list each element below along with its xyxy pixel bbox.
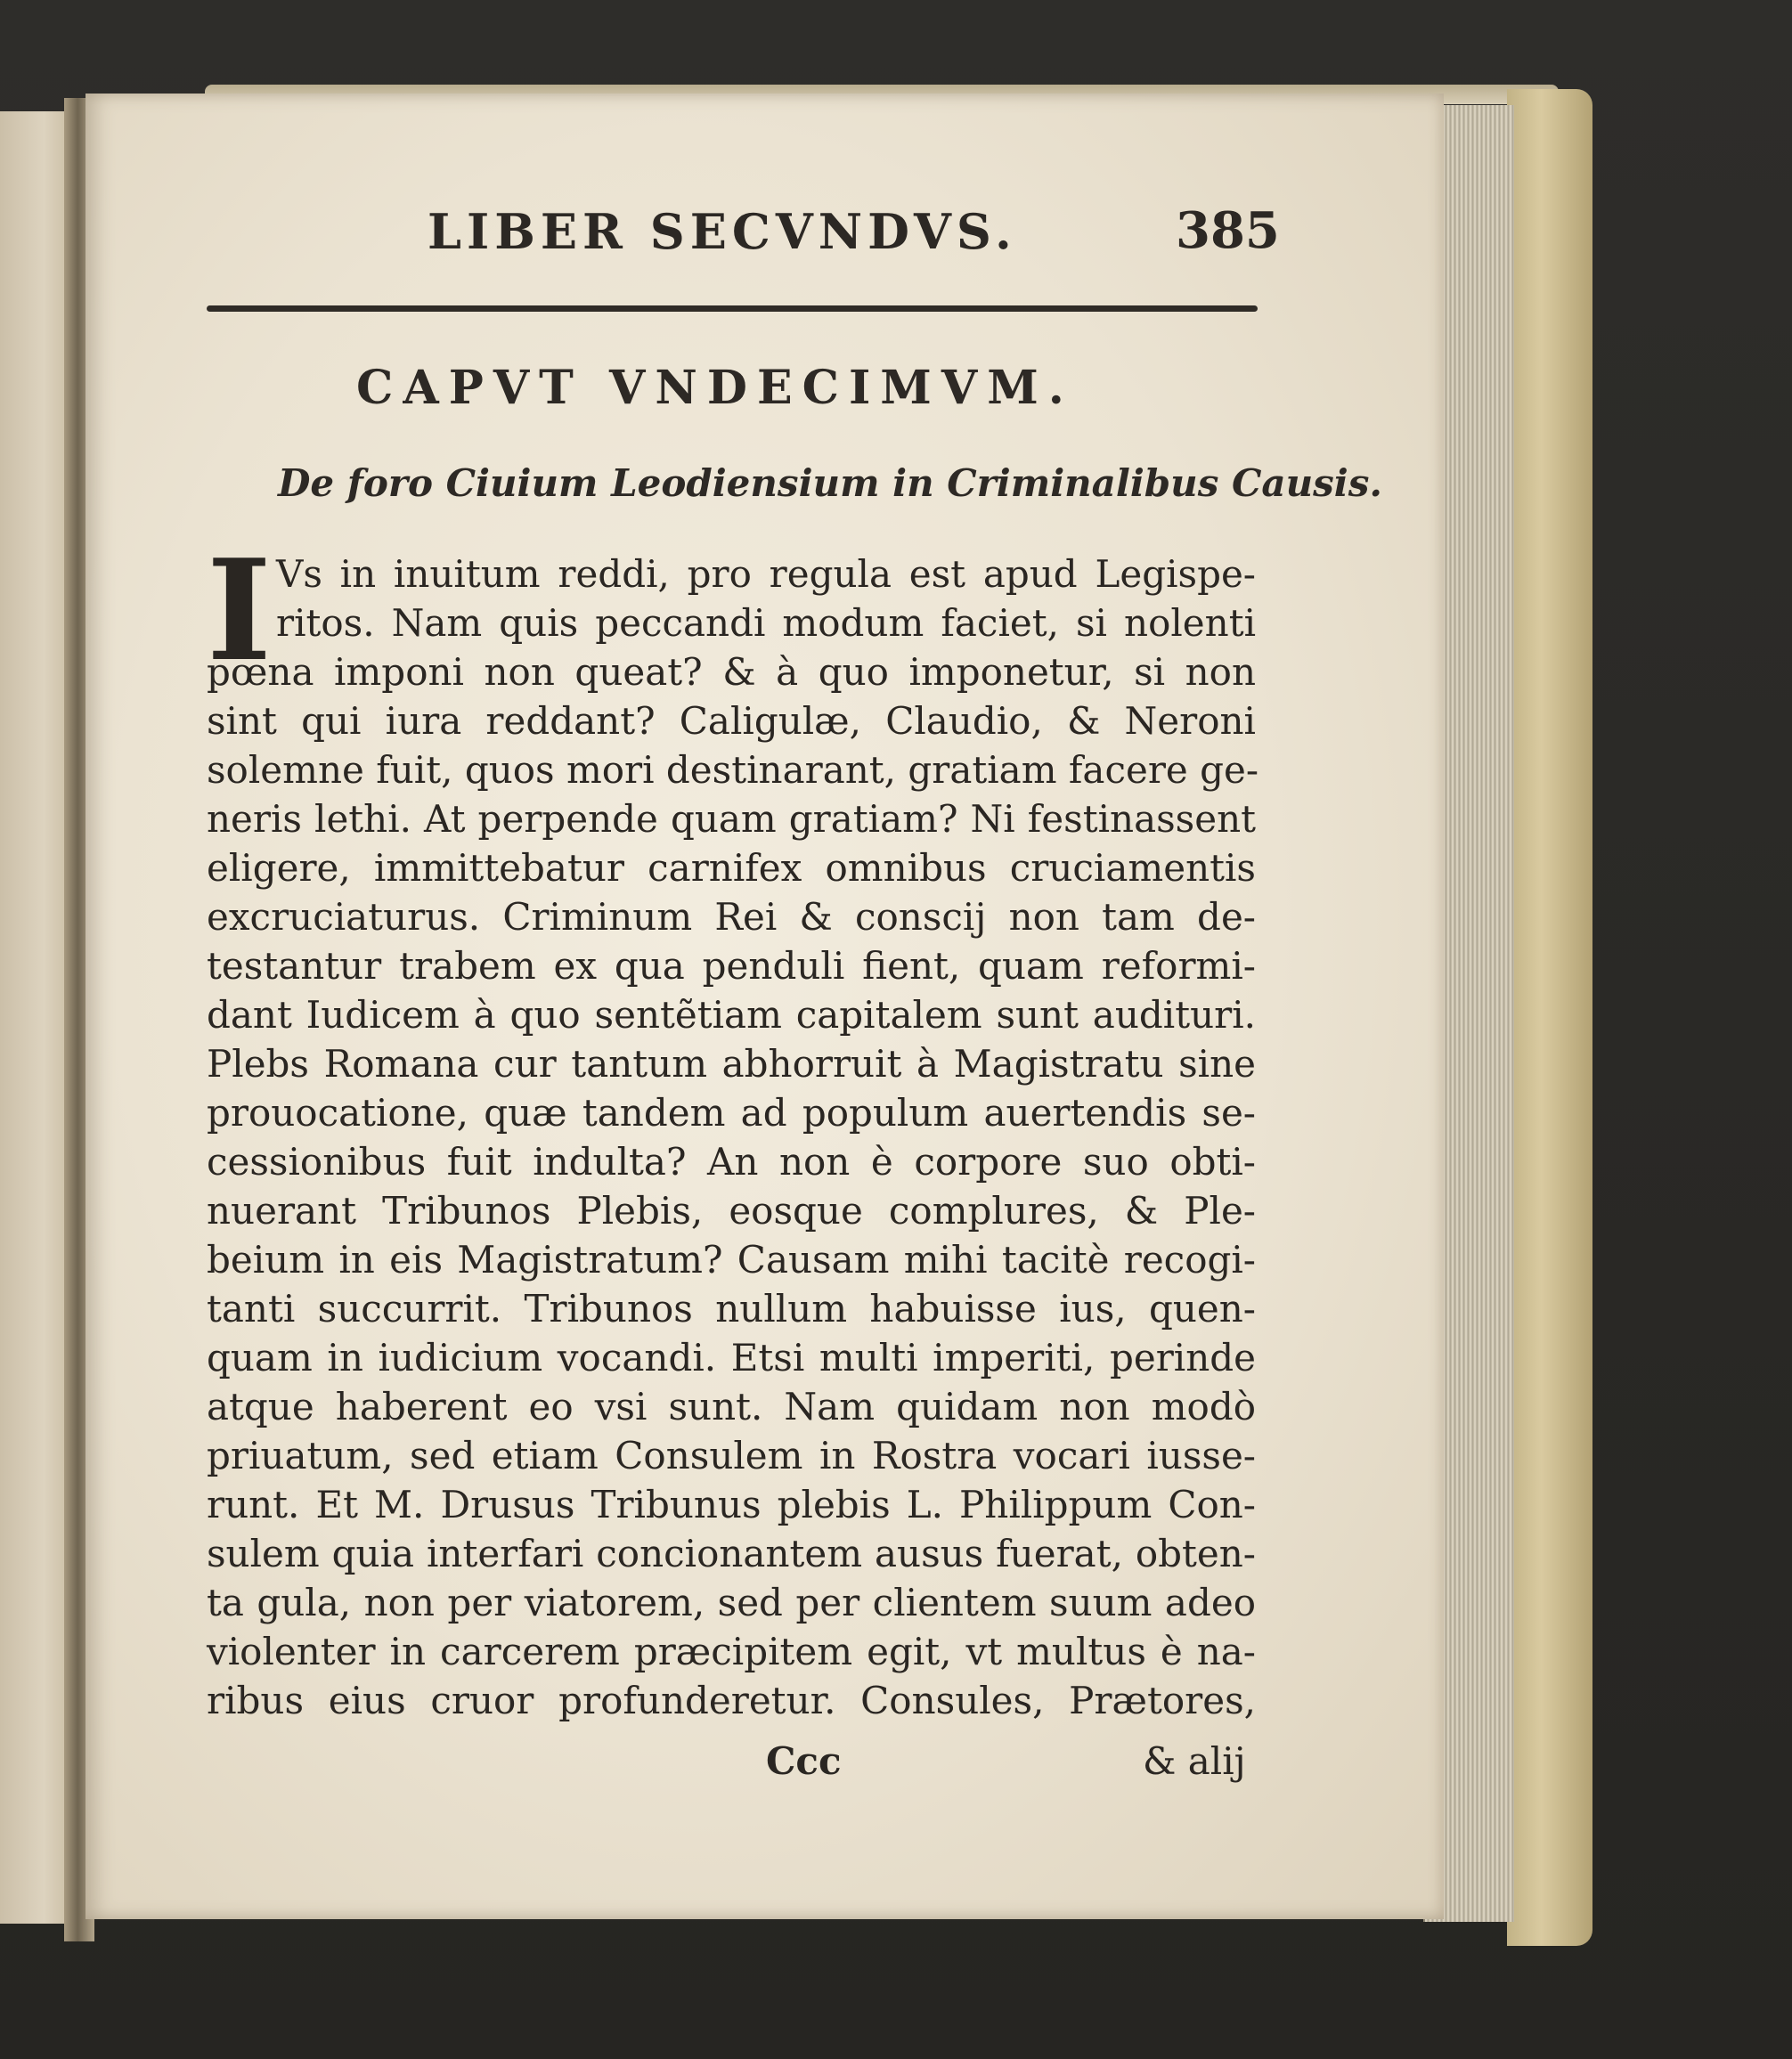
body-line: cessionibus fuit indulta? An non è corpore suo obti-	[207, 1140, 1256, 1184]
body-line: solemne fuit, quos mori destinarant, gratiam facere ge-	[207, 748, 1259, 792]
body-line: violenter in carcerem præcipitem egit, vt multus è na-	[207, 1630, 1256, 1673]
body-line: Plebs Romana cur tantum abhorruit à Magistratu sine	[207, 1042, 1256, 1086]
body-line: excruciaturus. Criminum Rei & conscij non tam de-	[207, 895, 1256, 939]
body-line: ritos. Nam quis peccandi modum faciet, si nolenti	[276, 601, 1256, 645]
body-line: dant Iudicem à quo sentẽtiam capitalem sunt audituri.	[207, 993, 1256, 1037]
catchword: & alij	[1143, 1739, 1246, 1783]
body-line: eligere, immittebatur carnifex omnibus cruciamentis	[207, 846, 1256, 890]
body-line: beium in eis Magistratum? Causam mihi tacitè recogi-	[207, 1238, 1256, 1282]
body-line: ta gula, non per viatorem, sed per clientem suum adeo	[207, 1581, 1256, 1624]
body-line: quam in iudicium vocandi. Etsi multi imperiti, perinde	[207, 1336, 1256, 1379]
body-line: sulem quia interfari concionantem ausus fuerat, obten-	[207, 1532, 1256, 1575]
chapter-subtitle: De foro Ciuium Leodiensium in Criminalibus Causis.	[278, 461, 1383, 505]
body-line: priuatum, sed etiam Consulem in Rostra vocari iusse-	[207, 1434, 1256, 1477]
body-line: tanti succurrit. Tribunos nullum habuisse ius, quen-	[207, 1287, 1256, 1331]
body-line: nuerant Tribunos Plebis, eosque complures, & Ple-	[207, 1189, 1256, 1233]
drop-cap: I	[207, 529, 272, 692]
header-rule	[207, 305, 1258, 312]
body-line: atque haberent eo vsi sunt. Nam quidam non modò	[207, 1385, 1256, 1428]
body-line: neris lethi. At perpende quam gratiam? Ni festinassent	[207, 797, 1256, 841]
page-number: 385	[1176, 201, 1280, 260]
running-head: LIBER SECVNDVS.	[428, 203, 1017, 260]
body-line: prouocatione, quæ tandem ad populum auertendis se-	[207, 1091, 1256, 1135]
body-line: ribus eius cruor profunderetur. Consules, Prætores,	[207, 1679, 1256, 1722]
body-line: Vs in inuitum reddi, pro regula est apud Legispe-	[276, 552, 1256, 596]
body-line: runt. Et M. Drusus Tribunus plebis L. Philippum Con-	[207, 1483, 1256, 1526]
chapter-title: CAPVT VNDECIMVM.	[356, 361, 1074, 415]
body-line: sint qui iura reddant? Caligulæ, Claudio, & Neroni	[207, 699, 1256, 743]
signature-mark: Ccc	[766, 1739, 842, 1783]
body-line: testantur trabem ex qua penduli fient, quam reformi-	[207, 944, 1256, 988]
body-line: pœna imponi non queat? & à quo imponetur, si non	[207, 650, 1256, 694]
